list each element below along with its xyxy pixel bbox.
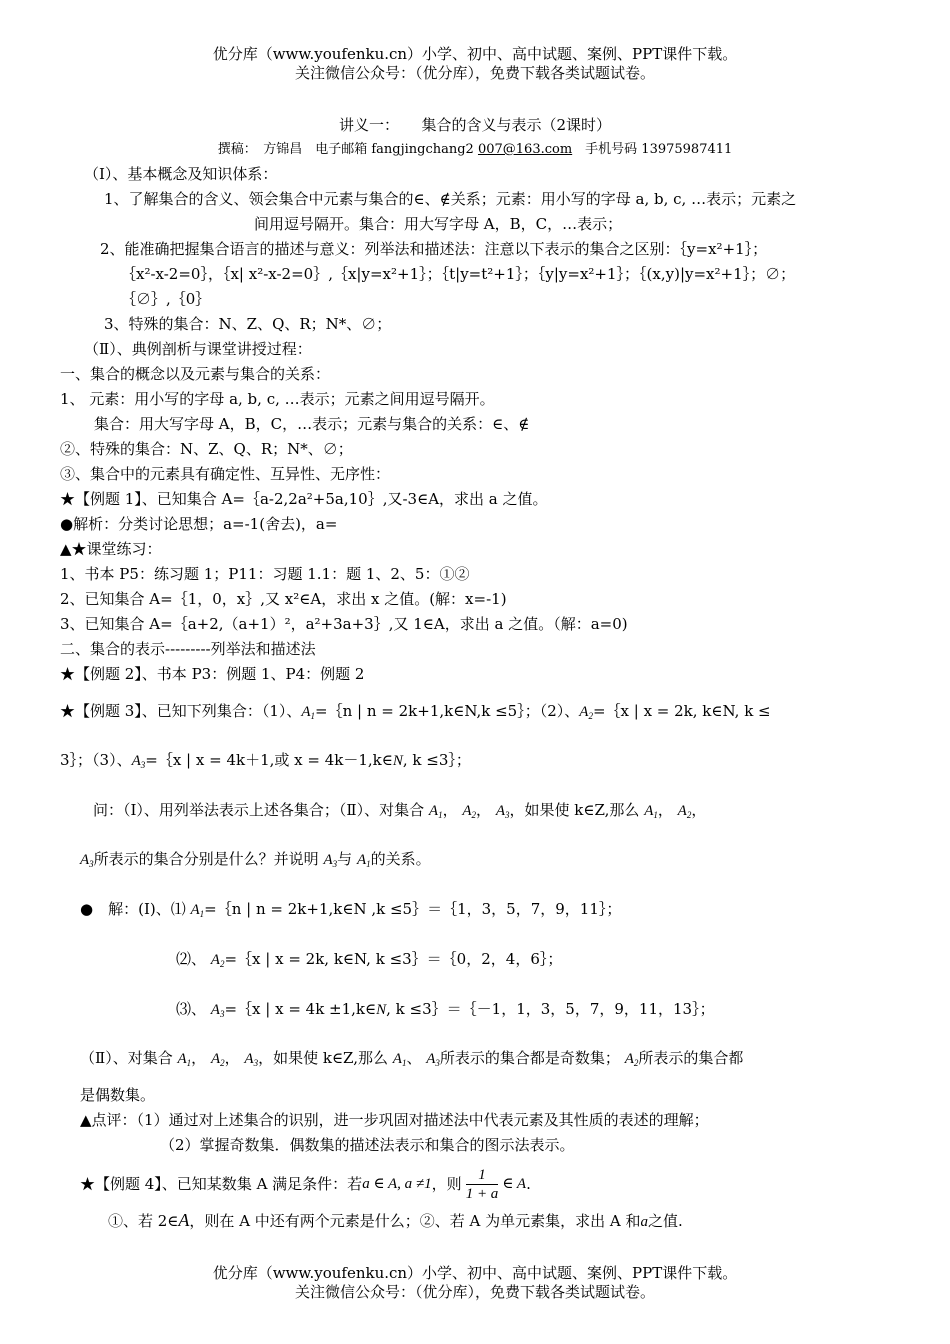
set-a3-symbol: $A_3$: [426, 1051, 440, 1068]
author-prefix: 撰稿： 方锦昌 电子邮箱 fangjingchang2: [217, 142, 478, 157]
section-2-heading: （Ⅱ）、典例剖析与课堂讲授过程：: [84, 340, 312, 358]
part-1-line-3: ②、特殊的集合：N、Z、Q、R；N*、∅；: [60, 440, 353, 458]
example-4-question: ①、若 2∈A，则在 A 中还有两个元素是什么；②、若 A 为单元素集，求出 A 和a之值.: [108, 1210, 683, 1230]
fraction-one-over-one-plus-a: $\frac{1}{1 + a}$: [465, 1166, 499, 1202]
ex3-text-b: =｛n | n = 2k+1,k∈N,k ≤5｝；（2）、: [315, 702, 580, 720]
set-a-symbol: A: [178, 1210, 190, 1230]
author-phone: 手机号码 13975987411: [572, 142, 733, 157]
part-1-line-4: ③、集合中的元素具有确定性、互异性、无序性：: [60, 465, 391, 483]
set-a3-symbol: $A_3$: [210, 1002, 225, 1019]
set-a1-symbol: $A_1$: [356, 852, 371, 869]
set-a2-symbol: $A_2$: [210, 952, 225, 969]
set-a2-symbol: $A_2$: [579, 704, 593, 721]
comment-2: （2）掌握奇数集．偶数集的描述法表示和集合的图示法表示。: [160, 1136, 575, 1154]
ex3-text-c: =｛x | x = 2k, k∈N, k ≤: [592, 702, 771, 720]
set-a3-symbol: $A_3$: [80, 852, 94, 869]
ex3-text-f: , k ≤3｝；: [402, 751, 471, 769]
section-1-p1b: 间用逗号隔开。集合：用大写字母 A，B，C，…表示；: [254, 215, 623, 233]
solution-4-line-1: （Ⅱ）、对集合 $A_1$， $A_2$， $A_3$，如果使 k∈Z,那么 $A_1$、 $A_3$所表示的集合都是奇数集； $A_2$所表示的集合都: [80, 1049, 744, 1068]
section-1-p2a: 2、能准确把握集合语言的描述与意义：列举法和描述法：注意以下表示的集合之区别：｛y=x²+1｝；: [100, 240, 768, 258]
practice-1: 1、书本 P5：练习题 1；P11：习题 1.1：题 1、2、5：①②: [60, 565, 470, 583]
header-line-1: 优分库（www.youfenku.cn）小学、初中、高中试题、案例、PPT课件下载。: [212, 45, 738, 63]
set-a2-symbol: $A_2$: [624, 1051, 639, 1068]
example-1: ★【例题 1】、已知集合 A=｛a-2,2a²+5a,10｝,又-3∈A，求出 a 之值。: [60, 490, 548, 508]
set-a2-symbol: $A_2$: [210, 1051, 225, 1068]
set-a3-symbol: $A_3$: [131, 753, 146, 770]
ex4-condition: a ∈ A, a ≠1: [362, 1176, 432, 1192]
author-line: [0, 140, 950, 160]
solution-3: ⑶、 $A_3=\{x$ | x = 4k ±1,k∈N, k ≤3｝＝｛－1，1，3，5，7，9，11，13｝；: [176, 1000, 715, 1019]
part-1-heading: 一、集合的概念以及元素与集合的关系：: [60, 365, 331, 383]
example-4: ★【例题 4】、已知某数集 A 满足条件：若 a ∈ A, a ≠1 ，则 $\frac{1}{1 + a}$ ∈ A .: [80, 1166, 531, 1202]
set-a3-symbol: $A_3$: [244, 1051, 259, 1068]
solution-2: ⑵、 $A_2=\{x$ | x = 2k, k∈N, k ≤3｝＝｛0，2，4，6｝；: [176, 950, 563, 969]
set-a3-symbol: $A_3$: [495, 803, 510, 820]
ex4-membership: ∈ A: [502, 1176, 527, 1192]
ex3-text-d: 3｝；（3）、: [60, 751, 132, 769]
page-title: 讲义一： 集合的含义与表示（2课时）: [338, 116, 612, 134]
example-3-line-1: [60, 701, 771, 726]
author-email: 007@163.com: [477, 142, 573, 157]
section-1-p2b: ｛x²-x-2=0｝，｛x| x²-x-2=0｝,｛x|y=x²+1｝；｛t|y=t²+1｝；｛y|y=x²+1｝；｛(x,y)|y=x²+1｝；∅；: [121, 265, 796, 283]
section-1-p1a: 1、了解集合的含义、领会集合中元素与集合的∈、∉关系；元素：用小写的字母 a, b, c, …表示；元素之: [104, 190, 797, 208]
footer-line-1: 优分库（www.youfenku.cn）小学、初中、高中试题、案例、PPT课件下载。: [212, 1264, 738, 1282]
set-a1-symbol: $A_1$: [190, 902, 205, 919]
solution-4-line-2: 是偶数集。: [80, 1086, 156, 1104]
natural-set-symbol: N: [376, 1002, 387, 1018]
ex3-text-a: ★【例题 3】、已知下列集合：（1）、: [60, 702, 302, 720]
set-a1-symbol: $A_1$: [177, 1051, 192, 1068]
practice-heading: ▲★课堂练习：: [60, 540, 162, 558]
section-1-heading: （Ⅰ）、基本概念及知识体系：: [84, 165, 278, 183]
ex3-text-e: =｛x | x = 4k＋1,或 x = 4k－1,k∈: [145, 751, 393, 769]
set-a1-symbol: $A_1$: [428, 803, 443, 820]
question-line-1: 问：（Ⅰ）、用列举法表示上述各集合；（Ⅱ）、对集合 $A_1$， $A_2$， $A_3$，如果使 k∈Z,那么 $A_1$， $A_2$，: [93, 801, 707, 820]
solution-1: ● 解：(I)、⑴ $A_1=\{n$ | n = 2k+1,k∈N ,k ≤5｝＝｛1，3，5，7，9，11｝；: [80, 900, 622, 919]
header-line-2: 关注微信公众号：（优分库），免费下载各类试题试卷。: [294, 64, 655, 82]
set-a3-symbol: $A_3$: [323, 852, 338, 869]
example-1-solution: ●解析：分类讨论思想；a=-1(舍去)，a=: [60, 515, 338, 533]
question-line-2: $A_3$所表示的集合分别是什么？并说明 $A_3$与 $A_1$的关系。: [80, 850, 431, 869]
practice-2: 2、已知集合 A=｛1，0，x｝,又 x²∈A，求出 x 之值。(解：x=-1): [60, 590, 507, 608]
set-a1-symbol: $A_1$: [301, 704, 316, 721]
example-3-line-2: [60, 750, 471, 775]
example-2: ★【例题 2】、书本 P3：例题 1、P4：例题 2: [60, 665, 365, 683]
part-2-heading: 二、集合的表示---------列举法和描述法: [60, 640, 316, 658]
natural-set-symbol: N: [392, 753, 403, 769]
section-1-p2c: ｛∅｝,｛0｝: [121, 290, 211, 308]
part-1-line-2: 集合：用大写字母 A，B，C，…表示；元素与集合的关系：∈、∉: [94, 415, 530, 433]
practice-3: 3、已知集合 A=｛a+2,（a+1）²，a²+3a+3｝,又 1∈A，求出 a 之值。（解：a=0): [60, 615, 628, 633]
set-a2-symbol: $A_2$: [677, 803, 692, 820]
set-a2-symbol: $A_2$: [462, 803, 477, 820]
set-a1-symbol: $A_1$: [392, 1051, 407, 1068]
set-a1-symbol: $A_1$: [644, 803, 658, 820]
part-1-line-1: 1、 元素：用小写的字母 a, b, c, …表示；元素之间用逗号隔开。: [60, 390, 495, 408]
footer-line-2: 关注微信公众号：（优分库），免费下载各类试题试卷。: [294, 1283, 655, 1301]
variable-a-symbol: a: [640, 1214, 649, 1230]
comment-1: ▲点评：（1）通过对上述集合的识别，进一步巩固对描述法中代表元素及其性质的表述的理解；: [80, 1111, 709, 1129]
section-1-p3: 3、特殊的集合：N、Z、Q、R；N*、∅；: [104, 315, 392, 333]
